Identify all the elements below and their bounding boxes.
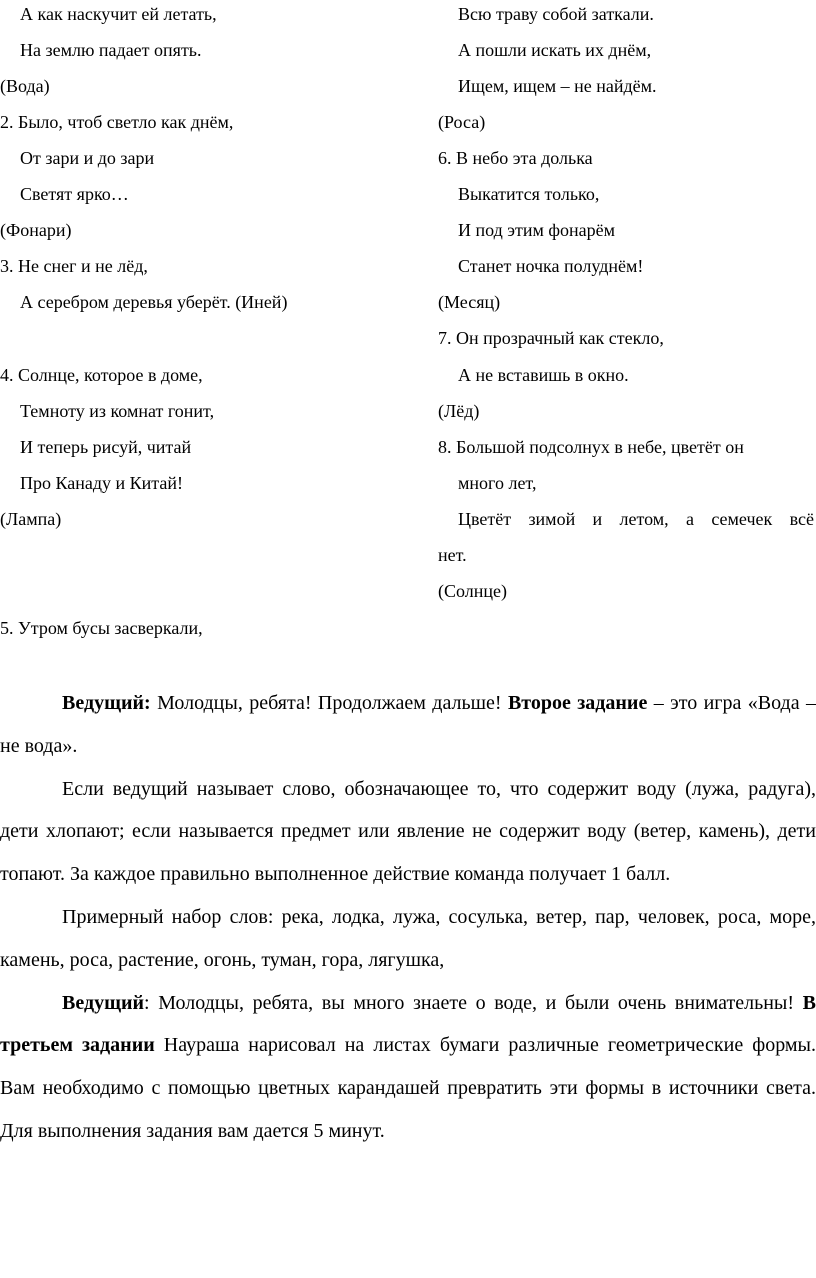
riddle-line: 2. Было, чтоб светло как днём, — [0, 112, 234, 132]
speaker-label: Ведущий — [62, 991, 145, 1014]
riddle-line: А не вставишь в окно. — [458, 365, 629, 385]
riddle-line: И теперь рисуй, читай — [20, 437, 192, 457]
riddle-line: Выкатится только, — [458, 184, 600, 204]
paragraph-text: : Молодцы, ребята, вы много знаете о воде, и были очень внимательны! — [144, 991, 803, 1014]
riddle-word: Цветёт — [458, 509, 512, 529]
paragraph-intro — [0, 682, 816, 768]
riddle-word: летом, — [619, 509, 669, 529]
riddle-answer: (Солнце) — [438, 581, 507, 601]
riddle-line: 7. Он прозрачный как стекло, — [438, 328, 664, 348]
task-label: В третьем задании — [0, 991, 816, 1057]
paragraph-rules: Если ведущий называет слово, обозначающее то, что содержит воду (лужа, радуга), дети хлопают; если называется предмет или явление не содержит воду (ветер, камень), дети топают. За каждое правильно выполненное действие команда получает 1 балл. — [0, 777, 816, 886]
riddle-answer: (Лампа) — [0, 509, 62, 529]
riddle-word: семечек — [711, 509, 773, 529]
riddle-line: Всю траву собой заткали. — [458, 4, 654, 24]
riddle-answer: (Месяц) — [438, 292, 501, 312]
riddle-answer: (Лёд) — [438, 401, 480, 421]
riddle-line: 8. Большой подсолнух в небе, цветёт он — [438, 437, 744, 457]
paragraph-text: – это игра «Вода – не вода». — [0, 692, 816, 757]
riddle-line: 5. Утром бусы засверкали, — [0, 618, 203, 638]
riddle-answer: (Фонари) — [0, 220, 72, 240]
riddle-line: А серебром деревья уберёт. (Иней) — [20, 292, 288, 312]
riddle-line-justified — [458, 508, 814, 530]
riddle-line: Ищем, ищем – не найдём. — [458, 76, 657, 96]
riddle-line: Светят ярко… — [20, 184, 129, 204]
riddle-word: всё — [789, 509, 814, 529]
paragraph-words: Примерный набор слов: река, лодка, лужа, сосулька, ветер, пар, человек, роса, море, камень, роса, растение, огонь, туман, гора, лягушка, — [0, 905, 816, 971]
riddle-line: На землю падает опять. — [20, 40, 202, 60]
riddle-answer: (Роса) — [438, 112, 486, 132]
riddle-word: и — [592, 509, 603, 529]
riddle-word: зимой — [528, 509, 576, 529]
riddle-line: много лет, — [458, 473, 537, 493]
paragraph-third-task — [0, 982, 816, 1153]
riddle-line: Темноту из комнат гонит, — [20, 401, 215, 421]
riddle-word: а — [686, 509, 694, 529]
riddle-line: А как наскучит ей летать, — [20, 4, 217, 24]
riddle-line: 3. Не снег и не лёд, — [0, 256, 148, 276]
riddle-line: И под этим фонарём — [458, 220, 616, 240]
speaker-label: Ведущий: — [62, 692, 151, 714]
task-label: Второе задание — [507, 692, 648, 714]
riddle-answer: (Вода) — [0, 76, 50, 96]
paragraph-text: Молодцы, ребята! Продолжаем дальше! — [150, 692, 508, 714]
riddle-line: Про Канаду и Китай! — [20, 473, 184, 493]
riddle-line: 4. Солнце, которое в доме, — [0, 365, 203, 385]
riddle-line: Станет ночка полуднём! — [458, 256, 644, 276]
riddle-line: А пошли искать их днём, — [458, 40, 652, 60]
riddle-line: 6. В небо эта долька — [438, 148, 593, 168]
riddle-line: нет. — [438, 545, 467, 565]
riddle-line: От зари и до зари — [20, 148, 155, 168]
main-text — [0, 682, 816, 1153]
paragraph-text: Наураша нарисовал на листах бумаги различные геометрические формы. Вам необходимо с помощью цветных карандашей превратить эти формы в источники света. Для выполнения задания вам дается 5 минут. — [0, 1034, 816, 1142]
